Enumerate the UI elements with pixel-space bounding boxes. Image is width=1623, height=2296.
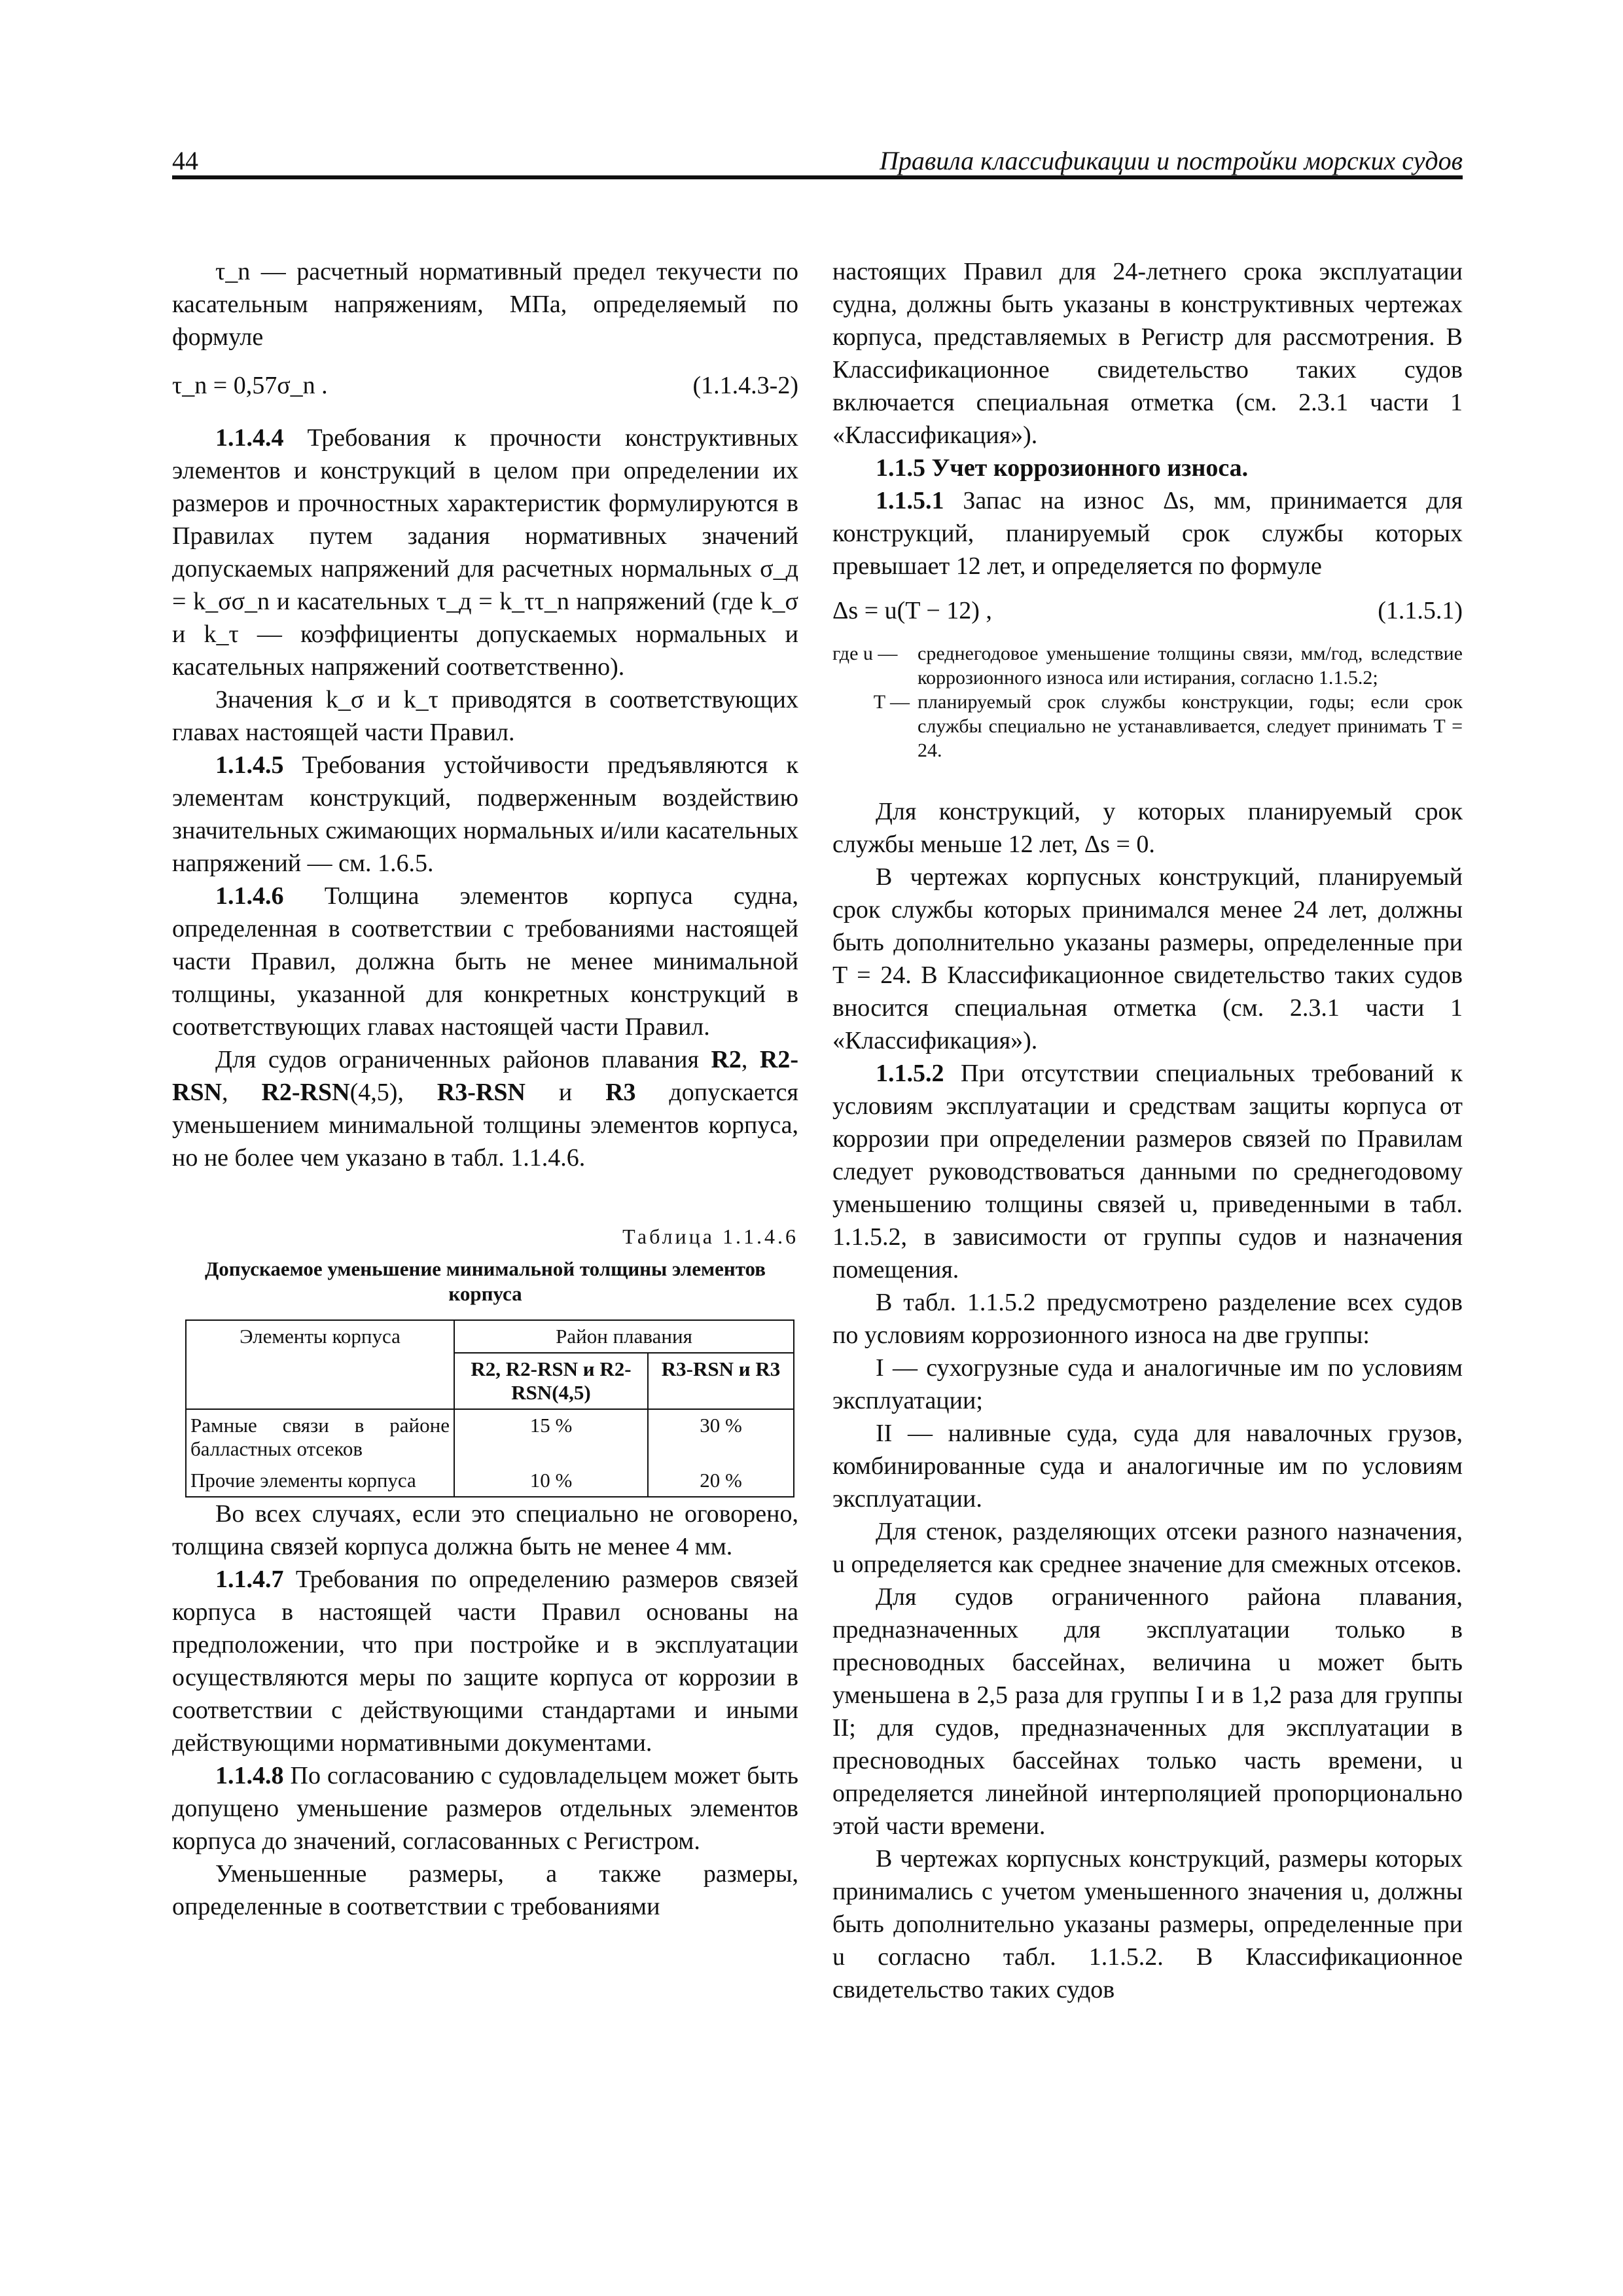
note-u [832,641,1463,690]
table-cell-value: 30 % [648,1409,794,1465]
right-column [832,255,1463,2006]
note-text: планируемый срок службы конструкции, годы; если срок службы специально не устанавливается, следует принимать T = 24. [918,691,1463,761]
running-title: Правила классификации и постройки морских судов [879,146,1463,175]
paragraph: τ_n — расчетный нормативный предел текучести по касательным напряжениям, МПа, определяемый по формуле [172,258,798,351]
formula-1-1-5-1 [832,594,1463,627]
paragraph: Уменьшенные размеры, а также размеры, определенные в соответствии с требованиями [172,1860,798,1920]
note-text: среднегодовое уменьшение толщины связи, мм/год, вследствие коррозионного износа или истирания, согласно 1.1.5.2; [918,643,1463,689]
section-heading-1-1-5: 1.1.5 Учет коррозионного износа. [876,454,1249,482]
paragraph: Значения k_σ и k_τ приводятся в соответствующих главах настоящей части Правил. [172,686,798,746]
formula-number: (1.1.4.3-2) [692,372,798,399]
list-item-group-1: I — сухогрузные суда и аналогичные им по условиям эксплуатации; [832,1354,1463,1414]
paragraph: Во всех случаях, если это специально не оговорено, толщина связей корпуса должна быть не менее 4 мм. [172,1500,798,1560]
note-label: T — [873,691,910,713]
paragraph-1-1-4-6: 1.1.4.6 Толщина элементов корпуса судна, определенная в соответствии с требованиями настоящей части Правил, должна быть не менее минимальной толщины, указанной для конкретных конструкций в соответствующих главах настоящей части Правил. [172,882,798,1041]
table-subheader-r3: R3-RSN и R3 [648,1353,794,1409]
table-cell-element: Прочие элементы корпуса [186,1465,454,1497]
table-header-region: Район плавания [454,1320,794,1353]
table-cell-value: 15 % [454,1409,648,1465]
paragraph: Для судов ограниченного района плавания, предназначенных для эксплуатации только в пресноводных бассейнах, величина u может быть уменьшена в 2,5 раза для группы I и в 1,2 раза для группы II; для судов, предназначенных для эксплуатации в пресноводных бассейнах только часть времени, u определяется линейной интерполяцией пропорционально этой части времени. [832,1583,1463,1840]
table-1-1-4-6 [185,1319,794,1498]
note-t [832,690,1463,762]
paragraph: В табл. 1.1.5.2 предусмотрено разделение всех судов по условиям коррозионного износа на две группы: [832,1289,1463,1349]
paragraph-1-1-5-1: 1.1.5.1 Запас на износ Δs, мм, принимается для конструкций, планируемый срок службы которых превышает 12 лет, и определяется по формуле [832,487,1463,580]
paragraph-1-1-5-2: 1.1.5.2 При отсутствии специальных требований к условиям эксплуатации и средствам защиты корпуса от коррозии при определении размеров связей по Правилам следует руководствоваться данными по среднегодовому уменьшению толщины связей u, приведенными в табл. 1.1.5.2, в зависимости от группы судов и назначения помещения. [832,1060,1463,1283]
table-header-elements: Элементы корпуса [186,1320,454,1409]
paragraph: В чертежах корпусных конструкций, планируемый срок службы которых принимался менее 24 лет, должны быть дополнительно указаны размеры, определенные при T = 24. В Классификационное свидетельство таких судов вносится специальная отметка (см. 2.3.1 части 1 «Классификация»). [832,863,1463,1054]
clause-number: 1.1.4.8 [215,1762,284,1789]
paragraph: Для конструкций, у которых планируемый срок службы меньше 12 лет, Δs = 0. [832,798,1463,858]
formula-notes [832,641,1463,762]
paragraph-regions: Для судов ограниченных районов плавания R2, R2-RSN, R2-RSN(4,5), R3-RSN и R3 допускается уменьшением минимальной толщины элементов корпуса, но не более чем указано в табл. 1.1.4.6. [172,1046,798,1172]
table-caption: Таблица 1.1.4.6 [622,1225,798,1248]
formula-expression: τ_n = 0,57σ_n . [172,372,328,399]
clause-number: 1.1.5.1 [876,487,944,514]
page-number: 44 [172,146,198,175]
list-item-group-2: II — наливные суда, суда для навалочных грузов, комбинированные суда и аналогичные им по условиям эксплуатации. [832,1420,1463,1513]
paragraph: настоящих Правил для 24-летнего срока эксплуатации судна, должны быть указаны в конструктивных чертежах корпуса, представляемых в Регистр для рассмотрения. В Классификационное свидетельство таких судов включается специальная отметка (см. 2.3.1 части 1 «Классификация»). [832,258,1463,449]
formula-expression: Δs = u(T − 12) , [832,597,992,624]
table-title: Допускаемое уменьшение минимальной толщины элементов корпуса [204,1257,766,1305]
paragraph: Для стенок, разделяющих отсеки разного назначения, u определяется как среднее значение для смежных отсеков. [832,1518,1463,1578]
paragraph-1-1-4-5: 1.1.4.5 Требования устойчивости предъявляются к элементам конструкций, подверженным воздействию значительных сжимающих нормальных и/или касательных напряжений — см. 1.6.5. [172,751,798,877]
table-row [186,1465,794,1497]
table-cell-value: 10 % [454,1465,648,1497]
clause-number: 1.1.4.4 [215,424,284,452]
formula-1-1-4-3-2 [172,369,798,402]
table-row [186,1409,794,1465]
paragraph-1-1-4-8: 1.1.4.8 По согласованию с судовладельцем может быть допущено уменьшение размеров отдельных элементов корпуса до значений, согласованных с Регистром. [172,1762,799,1855]
paragraph: В чертежах корпусных конструкций, размеры которых принимались с учетом уменьшенного значения u, должны быть дополнительно указаны размеры, определенные при u согласно табл. 1.1.5.2. В Классификационное свидетельство таких судов [832,1845,1463,2003]
header-rule [172,175,1463,179]
left-column [172,255,798,1923]
clause-number: 1.1.5.2 [876,1060,944,1087]
table-cell-value: 20 % [648,1465,794,1497]
clause-number: 1.1.4.7 [215,1566,284,1593]
paragraph-1-1-4-7: 1.1.4.7 Требования по определению размеров связей корпуса в настоящей части Правил основаны на предположении, что при постройке и в эксплуатации осуществляются меры по защите корпуса от коррозии в соответствии с действующими стандартами и иными действующими нормативными документами. [172,1566,799,1757]
paragraph-1-1-4-4: 1.1.4.4 Требования к прочности конструктивных элементов и конструкций в целом при определении их размеров и прочностных характеристик формулируются в Правилах путем задания нормативных значений допускаемых напряжений для расчетных нормальных σ_д = k_σσ_n и касательных τ_д = k_ττ_n напряжений (где k_σ и k_τ — коэффициенты допускаемых нормальных и касательных напряжений соответственно). [172,424,798,681]
formula-number: (1.1.5.1) [1378,597,1463,624]
clause-number: 1.1.4.6 [215,882,284,910]
table-subheader-r2: R2, R2-RSN и R2-RSN(4,5) [454,1353,648,1409]
note-label: где u — [832,643,898,664]
table-cell-element: Рамные связи в районе балластных отсеков [186,1409,454,1465]
clause-number: 1.1.4.5 [215,751,284,779]
